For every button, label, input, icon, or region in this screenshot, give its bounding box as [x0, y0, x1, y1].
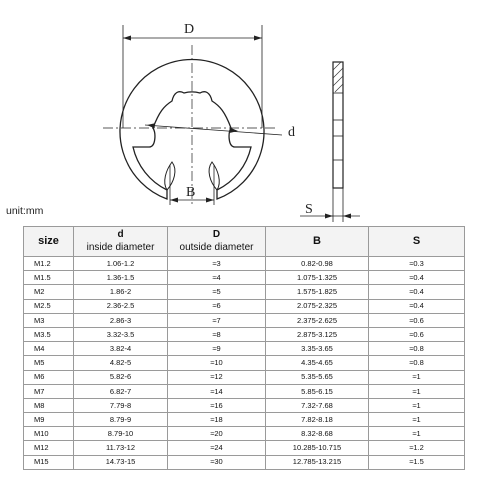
cell-d: 2.36-2.5: [74, 299, 168, 313]
table-row: [24, 285, 465, 299]
cell-d: 1.86-2: [74, 285, 168, 299]
table-row: [24, 384, 465, 398]
cell-d-outer: ≈16: [168, 398, 266, 412]
cell-d-outer: ≈9: [168, 342, 266, 356]
cell-s: ≈0.8: [369, 342, 465, 356]
cell-s: ≈0.6: [369, 327, 465, 341]
cell-b: 1.075-1.325: [266, 271, 369, 285]
cell-s: ≈0.4: [369, 299, 465, 313]
e-clip-drawing: [0, 0, 480, 225]
cell-d-outer: ≈8: [168, 327, 266, 341]
arrow-D-right: [254, 36, 262, 41]
cell-d-outer: ≈3: [168, 257, 266, 271]
table-body: [24, 257, 465, 470]
table-row: [24, 427, 465, 441]
cell-d: 5.82-6: [74, 370, 168, 384]
cell-size: M6: [24, 370, 74, 384]
table-row: [24, 313, 465, 327]
cell-s: ≈0.6: [369, 313, 465, 327]
cell-b: 3.35-3.65: [266, 342, 369, 356]
table-row: [24, 271, 465, 285]
cell-d-outer: ≈10: [168, 356, 266, 370]
cell-size: M5: [24, 356, 74, 370]
cell-size: M4: [24, 342, 74, 356]
arrow-d-right: [230, 128, 238, 133]
table-row: [24, 455, 465, 469]
cell-size: M12: [24, 441, 74, 455]
arrow-B-right: [206, 198, 214, 203]
table-row: [24, 299, 465, 313]
table-row: [24, 398, 465, 412]
cell-d-outer: ≈24: [168, 441, 266, 455]
arrow-D-left: [123, 36, 131, 41]
cell-b: 7.82-8.18: [266, 413, 369, 427]
cell-d-outer: ≈30: [168, 455, 266, 469]
cell-d-outer: ≈5: [168, 285, 266, 299]
header-D-desc: outside diameter: [179, 242, 254, 253]
cell-d: 11.73-12: [74, 441, 168, 455]
unit-label: unit:mm: [6, 205, 44, 217]
cell-b: 2.375-2.625: [266, 313, 369, 327]
cell-d-outer: ≈6: [168, 299, 266, 313]
header-S: S: [369, 227, 465, 257]
cell-d: 1.36-1.5: [74, 271, 168, 285]
table-row: [24, 257, 465, 271]
cell-b: 2.075-2.325: [266, 299, 369, 313]
cell-d-outer: ≈20: [168, 427, 266, 441]
cell-d: 14.73-15: [74, 455, 168, 469]
cell-d: 8.79-10: [74, 427, 168, 441]
cell-b: 1.575-1.825: [266, 285, 369, 299]
cell-s: ≈1.5: [369, 455, 465, 469]
table-row: [24, 356, 465, 370]
cell-size: M9: [24, 413, 74, 427]
cell-d: 2.86-3: [74, 313, 168, 327]
cell-d-outer: ≈12: [168, 370, 266, 384]
cell-size: M7: [24, 384, 74, 398]
cell-d: 6.82-7: [74, 384, 168, 398]
table-row: [24, 370, 465, 384]
cell-s: ≈0.8: [369, 356, 465, 370]
cell-size: M15: [24, 455, 74, 469]
table-row: [24, 413, 465, 427]
cell-d: 7.79-8: [74, 398, 168, 412]
cell-size: M2: [24, 285, 74, 299]
header-D-symbol: D: [212, 229, 221, 240]
cell-d: 1.06-1.2: [74, 257, 168, 271]
cell-b: 10.285-10.715: [266, 441, 369, 455]
cell-s: ≈1: [369, 413, 465, 427]
cell-s: ≈0.4: [369, 285, 465, 299]
label-D: D: [184, 22, 195, 37]
cell-b: 2.875-3.125: [266, 327, 369, 341]
header-outside-diameter: [168, 227, 266, 257]
cell-size: M3: [24, 313, 74, 327]
label-B: B: [186, 185, 196, 200]
cell-size: M3.5: [24, 327, 74, 341]
table-row: [24, 441, 465, 455]
cell-b: 5.85-6.15: [266, 384, 369, 398]
cell-size: M2.5: [24, 299, 74, 313]
cell-b: 0.82-0.98: [266, 257, 369, 271]
header-d-desc: inside diameter: [86, 242, 155, 253]
arrow-S-left: [325, 214, 333, 219]
cell-size: M10: [24, 427, 74, 441]
cell-s: ≈1: [369, 384, 465, 398]
cell-b: 8.32-8.68: [266, 427, 369, 441]
cell-size: M1.2: [24, 257, 74, 271]
header-size: size: [24, 227, 74, 257]
header-B: B: [266, 227, 369, 257]
header-d-symbol: d: [117, 229, 124, 240]
arrow-S-right: [343, 214, 351, 219]
cell-d: 3.82-4: [74, 342, 168, 356]
cell-b: 7.32-7.68: [266, 398, 369, 412]
cell-b: 12.785-13.215: [266, 455, 369, 469]
cell-d: 4.82-5: [74, 356, 168, 370]
label-d: d: [288, 125, 295, 140]
table-row: [24, 327, 465, 341]
cell-s: ≈1: [369, 427, 465, 441]
cell-size: M8: [24, 398, 74, 412]
cell-b: 5.35-5.65: [266, 370, 369, 384]
cell-s: ≈1.2: [369, 441, 465, 455]
table-header-row: [24, 227, 465, 257]
cell-b: 4.35-4.65: [266, 356, 369, 370]
header-inside-diameter: [74, 227, 168, 257]
specification-table: [23, 226, 465, 470]
dim-d-line: [145, 125, 282, 135]
table-row: [24, 342, 465, 356]
arrow-d-left: [147, 123, 155, 128]
cell-d-outer: ≈7: [168, 313, 266, 327]
cell-size: M1.5: [24, 271, 74, 285]
cell-s: ≈1: [369, 370, 465, 384]
label-S: S: [305, 202, 313, 217]
cell-d: 3.32-3.5: [74, 327, 168, 341]
cell-s: ≈1: [369, 398, 465, 412]
cell-d-outer: ≈14: [168, 384, 266, 398]
cell-s: ≈0.3: [369, 257, 465, 271]
cell-s: ≈0.4: [369, 271, 465, 285]
cell-d: 8.79-9: [74, 413, 168, 427]
cell-d-outer: ≈4: [168, 271, 266, 285]
cell-d-outer: ≈18: [168, 413, 266, 427]
arrow-B-left: [170, 198, 178, 203]
